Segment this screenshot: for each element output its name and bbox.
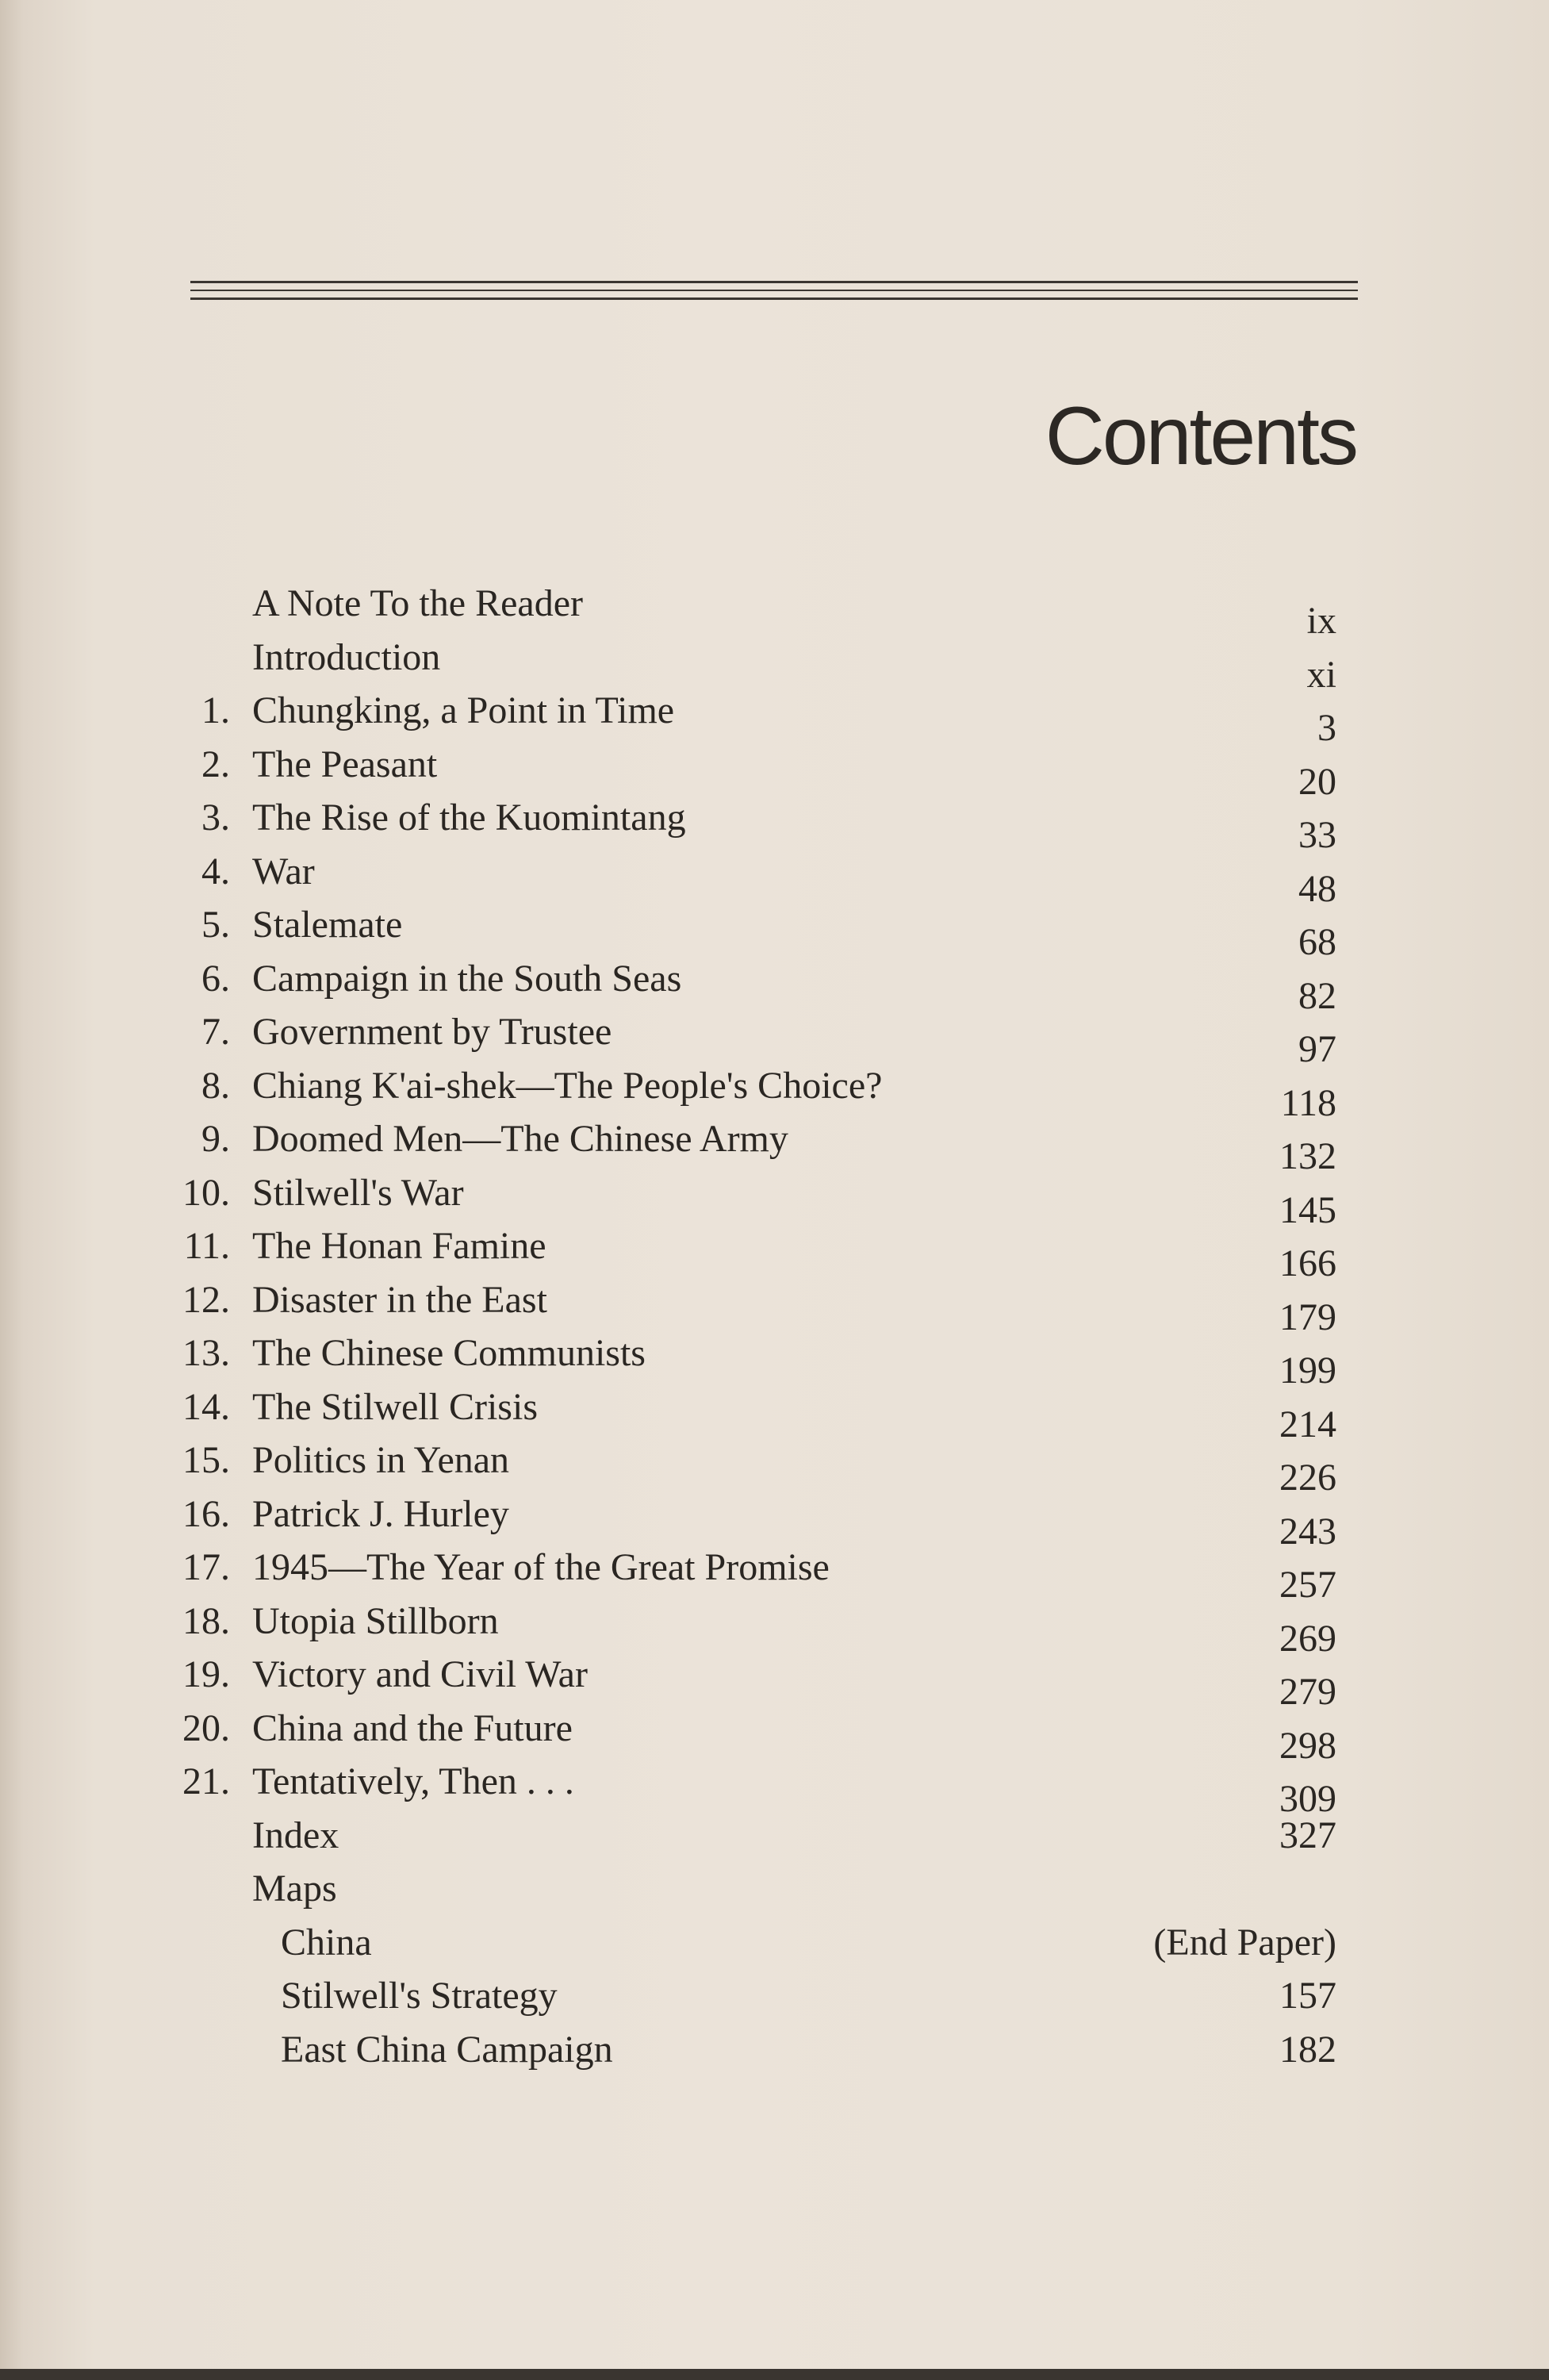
toc-entry: [0, 1862, 1549, 1916]
page-number: 3: [1317, 707, 1336, 749]
toc-entry: [0, 1434, 1549, 1499]
chapter-number: 17.: [182, 1546, 230, 1588]
toc-entry: [0, 1112, 1549, 1177]
chapter-number: 18.: [182, 1599, 230, 1642]
chapter-number: 2.: [201, 743, 230, 785]
page-number: 68: [1298, 921, 1336, 963]
chapter-number: 16.: [182, 1492, 230, 1535]
chapter-title: 1945—The Year of the Great Promise: [252, 1546, 830, 1588]
chapter-number: 14.: [182, 1385, 230, 1428]
chapter-title: The Rise of the Kuomintang: [252, 797, 686, 839]
toc-entry: [0, 684, 1549, 749]
chapter-number: 12.: [182, 1278, 230, 1321]
chapter-number: 10.: [182, 1171, 230, 1214]
toc-entry: [0, 1326, 1549, 1392]
page-number: 82: [1298, 974, 1336, 1017]
toc-entry: [0, 898, 1549, 963]
toc-entry: [0, 2023, 1549, 2077]
toc-entry: [0, 952, 1549, 1017]
rule-line: [190, 298, 1358, 300]
toc-entry: [0, 1702, 1549, 1767]
toc-entry: [0, 631, 1549, 696]
rule-line: [190, 281, 1358, 283]
chapter-number: 13.: [182, 1332, 230, 1374]
chapter-title: Government by Trustee: [252, 1011, 612, 1053]
rule-line: [190, 290, 1358, 291]
chapter-title: War: [252, 850, 315, 892]
page-number: 118: [1280, 1081, 1336, 1124]
chapter-number: 1.: [201, 689, 230, 731]
page-number: 48: [1298, 867, 1336, 910]
page-number: 269: [1279, 1617, 1336, 1660]
chapter-title: Maps: [252, 1868, 337, 1910]
chapter-number: 20.: [182, 1706, 230, 1749]
toc-entry: [0, 1219, 1549, 1284]
chapter-number: 8.: [201, 1064, 230, 1107]
chapter-number: 19.: [182, 1653, 230, 1695]
chapter-number: 9.: [201, 1118, 230, 1160]
toc-entry: [0, 1488, 1549, 1553]
page-number: 327: [1279, 1814, 1336, 1856]
page-title: Contents: [1045, 390, 1356, 482]
page-number: 97: [1298, 1028, 1336, 1070]
decorative-rules: [190, 281, 1358, 306]
chapter-title: Utopia Stillborn: [252, 1599, 499, 1642]
toc-entry: [0, 1166, 1549, 1231]
table-of-contents: [0, 577, 1549, 2076]
chapter-title: The Peasant: [252, 743, 438, 785]
toc-entry: [0, 1380, 1549, 1445]
toc-entry: [0, 738, 1549, 803]
chapter-number: 7.: [201, 1011, 230, 1053]
chapter-title: Campaign in the South Seas: [252, 957, 682, 1000]
page-number: xi: [1306, 653, 1336, 696]
toc-entry: [0, 1755, 1549, 1820]
page-number: 199: [1279, 1349, 1336, 1392]
toc-entry: [0, 1916, 1549, 1970]
chapter-title: China: [281, 1921, 372, 1964]
chapter-title: Victory and Civil War: [252, 1653, 588, 1695]
page-number: 257: [1279, 1564, 1336, 1606]
page-number: 298: [1279, 1724, 1336, 1767]
toc-entry: [0, 791, 1549, 856]
toc-entry: [0, 1969, 1549, 2023]
chapter-number: 5.: [201, 904, 230, 946]
toc-entry: [0, 1273, 1549, 1338]
chapter-title: The Honan Famine: [252, 1225, 546, 1267]
toc-entry: [0, 1541, 1549, 1606]
toc-entry: [0, 577, 1549, 642]
page-number: 20: [1298, 760, 1336, 803]
chapter-title: Patrick J. Hurley: [252, 1492, 509, 1535]
page-number: 214: [1279, 1403, 1336, 1445]
chapter-title: Disaster in the East: [252, 1278, 547, 1321]
chapter-title: East China Campaign: [281, 2028, 613, 2071]
page-number: 182: [1279, 2028, 1336, 2071]
chapter-number: 6.: [201, 957, 230, 1000]
page-number: 279: [1279, 1671, 1336, 1713]
chapter-title: Doomed Men—The Chinese Army: [252, 1118, 788, 1160]
page-number: (End Paper): [1153, 1921, 1336, 1964]
toc-entry: [0, 1595, 1549, 1660]
page-number: 145: [1279, 1188, 1336, 1231]
page-number: 179: [1279, 1296, 1336, 1338]
chapter-number: 11.: [183, 1225, 230, 1267]
chapter-title: Chungking, a Point in Time: [252, 689, 675, 731]
chapter-title: Stalemate: [252, 904, 403, 946]
chapter-title: The Chinese Communists: [252, 1332, 646, 1374]
chapter-title: Index: [252, 1814, 339, 1856]
chapter-title: Stilwell's War: [252, 1171, 464, 1214]
chapter-number: 15.: [182, 1439, 230, 1481]
chapter-title: The Stilwell Crisis: [252, 1385, 538, 1428]
chapter-title: A Note To the Reader: [252, 582, 583, 624]
toc-entry: [0, 1005, 1549, 1070]
chapter-title: Chiang K'ai-shek—The People's Choice?: [252, 1064, 883, 1107]
toc-entry: [0, 845, 1549, 910]
page-number: 226: [1279, 1457, 1336, 1499]
page-number: 309: [1279, 1778, 1336, 1820]
toc-entry: [0, 1809, 1549, 1863]
chapter-title: Politics in Yenan: [252, 1439, 510, 1481]
page-number: 166: [1279, 1242, 1336, 1284]
chapter-title: China and the Future: [252, 1706, 573, 1749]
chapter-number: 3.: [201, 797, 230, 839]
chapter-number: 4.: [201, 850, 230, 892]
chapter-title: Introduction: [252, 635, 441, 678]
page-number: 243: [1279, 1510, 1336, 1553]
page-number: 157: [1279, 1975, 1336, 2017]
toc-entry: [0, 1059, 1549, 1124]
chapter-number: 21.: [182, 1760, 230, 1802]
page-number: 132: [1279, 1135, 1336, 1177]
toc-entry: [0, 1648, 1549, 1713]
chapter-title: Tentatively, Then . . .: [252, 1760, 574, 1802]
page-number: ix: [1306, 600, 1336, 642]
page-number: 33: [1298, 814, 1336, 856]
chapter-title: Stilwell's Strategy: [281, 1975, 558, 2017]
